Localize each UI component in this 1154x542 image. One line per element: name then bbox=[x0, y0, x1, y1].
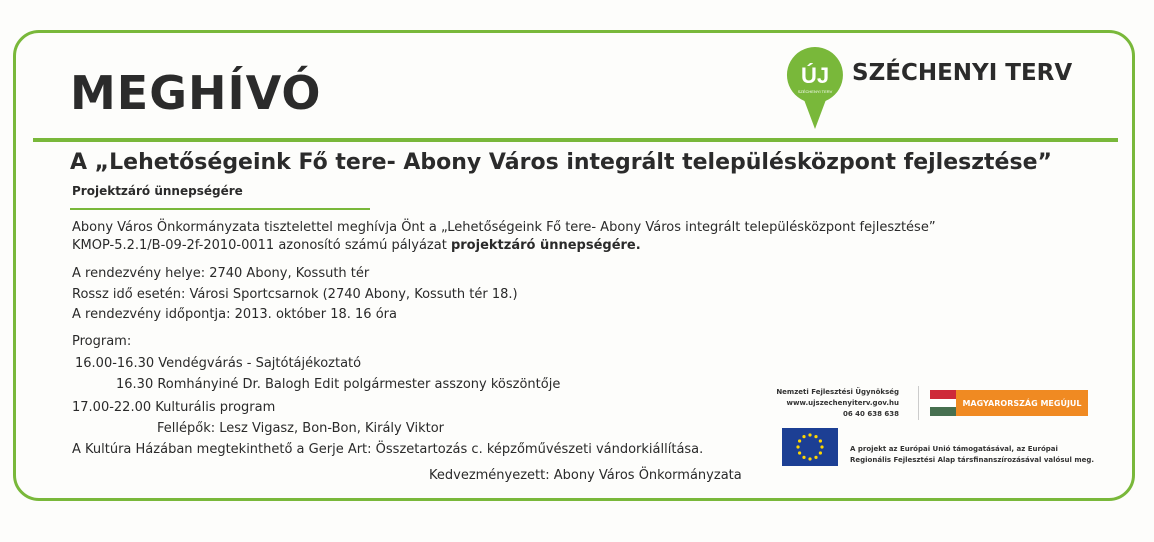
eu-star-icon bbox=[808, 433, 811, 436]
agency-url: www.ujszechenyiterv.gov.hu bbox=[786, 399, 899, 407]
agency-name: Nemzeti Fejlesztési Ügynökség bbox=[776, 388, 899, 396]
eu-star-icon bbox=[819, 439, 822, 442]
eu-star-icon bbox=[802, 456, 805, 459]
beneficiary: Kedvezményezett: Abony Város Önkormányzata bbox=[429, 468, 742, 483]
program-item-4: Fellépők: Lesz Vigasz, Bon-Bon, Király Viktor bbox=[157, 421, 445, 436]
venue-time: A rendezvény időpontja: 2013. október 18. 16 óra bbox=[72, 307, 397, 322]
footer-divider bbox=[918, 386, 919, 420]
eu-star-icon bbox=[814, 456, 817, 459]
program-item-3: 17.00-22.00 Kulturális program bbox=[72, 400, 276, 415]
logo-badge-small-text: SZÉCHENYI TERV bbox=[797, 89, 833, 94]
hungarian-flag-icon bbox=[930, 390, 956, 416]
eu-star-icon bbox=[814, 435, 817, 438]
venue-rain: Rossz idő esetén: Városi Sportcsarnok (2740 Abony, Kossuth tér 18.) bbox=[72, 287, 518, 302]
logo-badge-text: ÚJ bbox=[800, 63, 830, 88]
eu-star-icon bbox=[820, 445, 823, 448]
header-divider bbox=[33, 138, 1118, 142]
eu-star-icon bbox=[796, 445, 799, 448]
headline: A „Lehetőségeink Fő tere- Abony Város integrált településközpont fejlesztése” bbox=[70, 150, 1052, 175]
subheadline-divider bbox=[70, 208, 370, 210]
intro-line-2: KMOP-5.2.1/B-09-2f-2010-0011 azonosító számú pályázat projektzáró ünnepségére. bbox=[72, 238, 641, 253]
program-item-1: 16.00-16.30 Vendégvárás - Sajtótájékoztató bbox=[75, 356, 362, 371]
program-item-5: A Kultúra Házában megtekinthető a Gerje Art: Összetartozás c. képzőművészeti vándorkiállítása. bbox=[72, 442, 704, 457]
eu-support-line-1: A projekt az Európai Unió támogatásával, az Európai bbox=[850, 445, 1058, 453]
eu-star-icon bbox=[798, 451, 801, 454]
intro-line-2-bold: projektzáró ünnepségére. bbox=[450, 238, 641, 253]
agency-phone: 06 40 638 638 bbox=[842, 410, 899, 418]
eu-star-icon bbox=[819, 451, 822, 454]
venue-place: A rendezvény helye: 2740 Abony, Kossuth tér bbox=[72, 266, 370, 281]
eu-support-line-2: Regionális Fejlesztési Alap társfinanszírozásával valósul meg. bbox=[850, 456, 1095, 464]
eu-star-icon bbox=[808, 457, 811, 460]
hungary-renews-badge: MAGYARORSZÁG MEGÚJUL bbox=[956, 390, 1088, 416]
eu-star-icon bbox=[802, 435, 805, 438]
eu-star-icon bbox=[798, 439, 801, 442]
subheadline: Projektzáró ünnepségére bbox=[72, 184, 243, 198]
eu-flag-icon bbox=[782, 428, 838, 466]
brand-name: SZÉCHENYI TERV bbox=[852, 60, 1073, 86]
page-title: MEGHÍVÓ bbox=[70, 66, 322, 120]
program-heading: Program: bbox=[72, 334, 132, 349]
szechenyi-logo-icon bbox=[785, 45, 845, 133]
intro-line-1: Abony Város Önkormányzata tisztelettel meghívja Önt a „Lehetőségeink Fő tere- Abony Város integrált településközpont fejlesztése” bbox=[72, 220, 936, 235]
program-item-2: 16.30 Romhányiné Dr. Balogh Edit polgármester asszony köszöntője bbox=[116, 377, 561, 392]
